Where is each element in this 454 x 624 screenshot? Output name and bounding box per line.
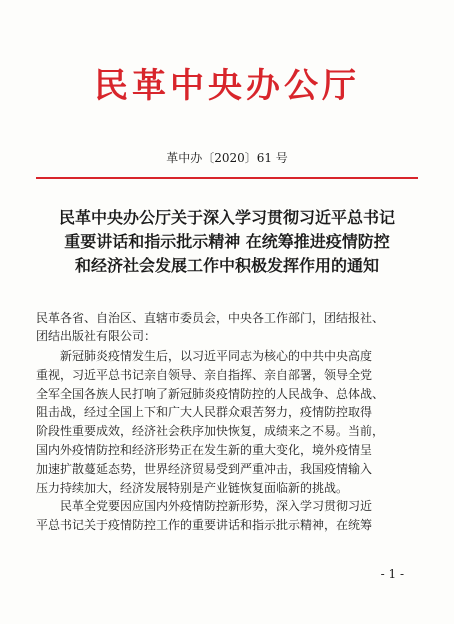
- body-line: 全军全国各族人民打响了新冠肺炎疫情防控的人民战争、总体战、: [36, 386, 385, 401]
- recipients-line: 团结出版社有限公司：: [36, 329, 157, 343]
- subject-line: 和经济社会发展工作中积极发挥作用的通知: [74, 256, 379, 275]
- issuer-header: 民革中央办公厅: [94, 66, 360, 106]
- body-line: 民革全党要因应国内外疫情防控新形势，深入学习贯彻习近: [36, 499, 373, 514]
- page-number: - 1 -: [380, 567, 404, 581]
- recipients-line: 民革各省、自治区、直辖市委员会，中央各工作部门，团结报社、: [36, 311, 385, 325]
- body-line: 平总书记关于疫情防控工作的重要讲话和指示批示精神，在统筹: [36, 518, 373, 533]
- body-line: 国内外疫情防控和经济形势正在发生新的重大变化，境外疫情呈: [36, 442, 373, 457]
- body-line: 阶段性重要成效，经济社会秩序加快恢复，成绩来之不易。当前，: [36, 424, 385, 439]
- body-line: 重视，习近平总书记亲自领导、亲自指挥、亲自部署，领导全党: [36, 367, 373, 382]
- recipients-block: [36, 309, 418, 345]
- subject-line: 民革中央办公厅关于深入学习贯彻习近平总书记: [58, 208, 395, 227]
- subject-line: 重要讲话和指示批示精神 在统筹推进疫情防控: [64, 232, 390, 251]
- body-text: [36, 347, 418, 535]
- red-separator-line: [36, 177, 418, 179]
- document-number: 革中办〔2020〕61 号: [166, 151, 288, 165]
- body-line: 新冠肺炎疫情发生后，以习近平同志为核心的中共中央高度: [36, 349, 373, 363]
- body-line: 阻击战，经过全国上下和广大人民群众艰苦努力，疫情防控取得: [36, 405, 373, 420]
- document-subject: [36, 206, 418, 278]
- body-line: 压力持续加大，经济发展特别是产业链恢复面临新的挑战。: [36, 480, 349, 495]
- body-line: 加速扩散蔓延态势，世界经济贸易受到严重冲击，我国疫情输入: [36, 461, 373, 476]
